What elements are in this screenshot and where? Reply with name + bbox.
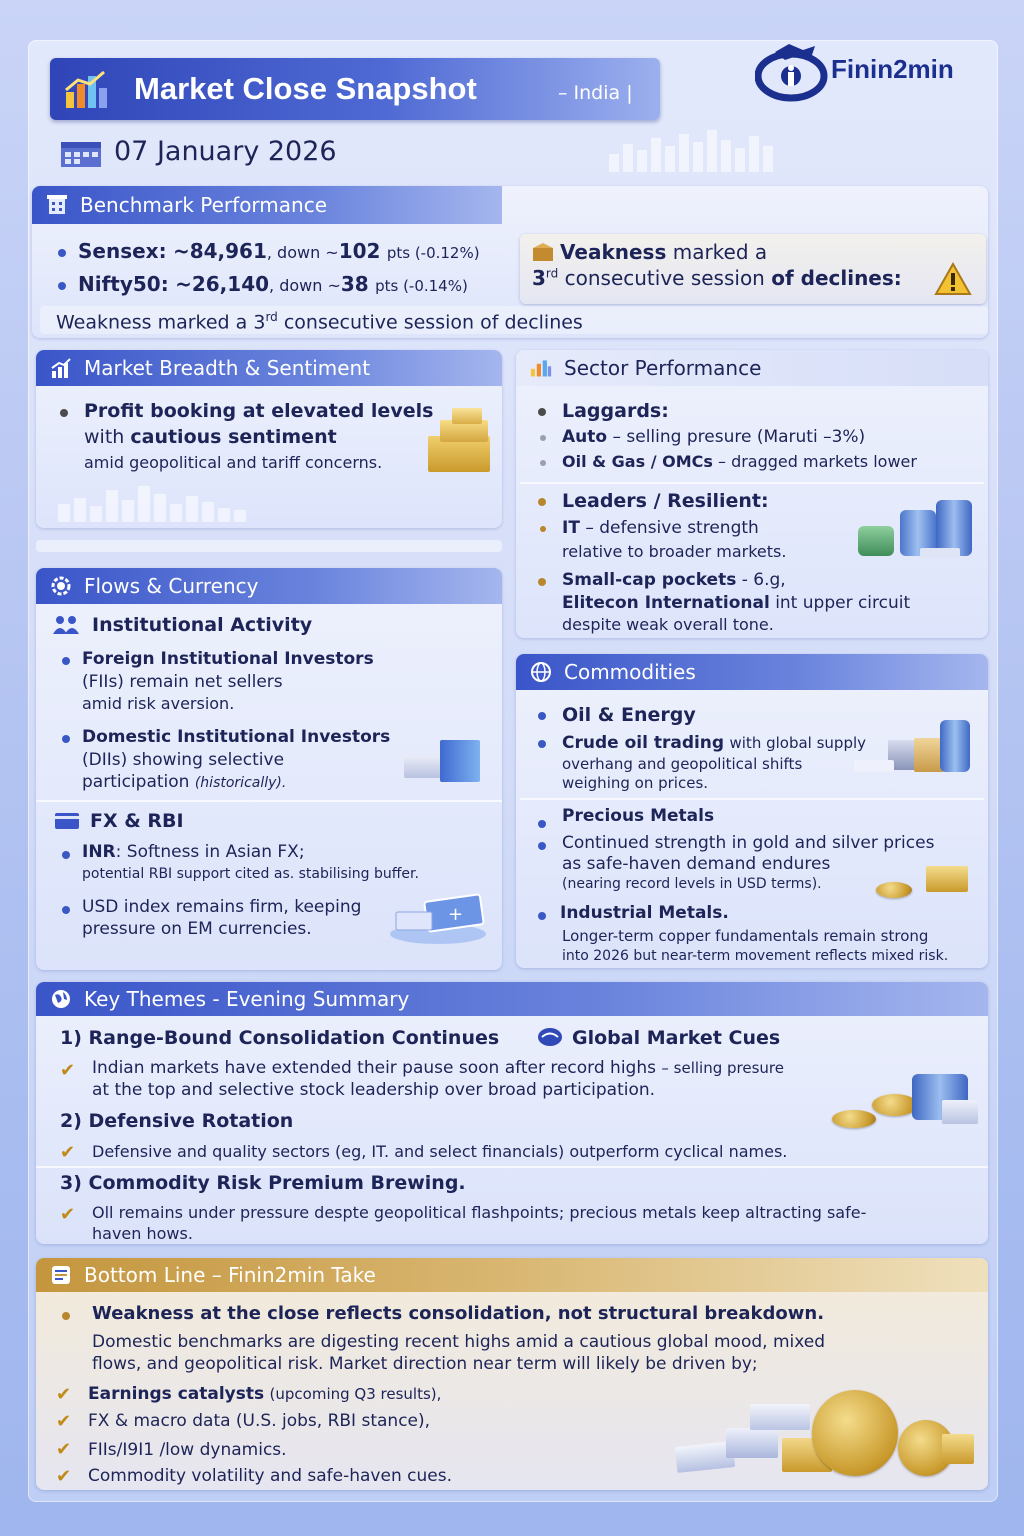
breadth-header bbox=[36, 350, 502, 386]
nifty-percent: pts (-0.14%) bbox=[375, 277, 468, 295]
bank-card-icon bbox=[54, 810, 80, 830]
check-icon: ✔ bbox=[56, 1384, 72, 1405]
usd-text1: USD index remains firm, keeping bbox=[82, 897, 362, 917]
elitecon-line bbox=[562, 593, 910, 613]
check-icon: ✔ bbox=[60, 1060, 76, 1081]
bullet bbox=[538, 408, 546, 416]
trend-up-icon bbox=[50, 357, 72, 379]
themes-title: Key Themes - Evening Summary bbox=[84, 987, 410, 1011]
bullet bbox=[540, 526, 546, 532]
check-icon: ✔ bbox=[56, 1411, 72, 1432]
calendar-icon bbox=[60, 140, 102, 168]
crude-text2: overhang and geopolitical shifts bbox=[562, 755, 803, 773]
breadth-sentiment: cautious sentiment bbox=[130, 426, 337, 448]
bullet bbox=[58, 249, 66, 257]
bottom-line-header bbox=[36, 1258, 988, 1292]
bottom-line-title: Bottom Line – Finin2min Take bbox=[84, 1263, 376, 1287]
crude-line bbox=[562, 733, 866, 753]
small-cap-line3: despite weak overall tone. bbox=[562, 615, 774, 634]
fii-text1: (FIIs) remain net sellers bbox=[82, 672, 283, 692]
title-bar bbox=[50, 58, 660, 120]
theme-1-text2: at the top and selective stock leadership over broad participation. bbox=[92, 1080, 656, 1100]
flows-header bbox=[36, 568, 502, 604]
themes-header bbox=[36, 982, 988, 1016]
nifty-down: , down ~ bbox=[269, 276, 341, 295]
global-cues-label: Global Market Cues bbox=[572, 1027, 781, 1049]
check-icon: ✔ bbox=[60, 1142, 76, 1163]
industrial-title: Industrial Metals. bbox=[560, 903, 729, 923]
catalyst-2: FX & macro data (U.S. jobs, RBI stance), bbox=[88, 1411, 431, 1431]
dii-text2-line bbox=[82, 772, 286, 792]
dii-text1: (DIIs) showing selective bbox=[82, 750, 285, 770]
elitecon-text: int upper circuit bbox=[775, 593, 911, 613]
globe-icon bbox=[50, 988, 72, 1010]
page-title: Market Close Snapshot bbox=[134, 71, 477, 106]
divider bbox=[520, 482, 984, 484]
commodities-header bbox=[516, 654, 988, 690]
bullet bbox=[538, 498, 546, 506]
elitecon-label: Elitecon International bbox=[562, 593, 770, 613]
catalyst-1 bbox=[88, 1384, 441, 1404]
catalyst-4: Commodity volatility and safe-haven cues. bbox=[88, 1466, 452, 1486]
catalyst-1-label: Earnings catalysts bbox=[88, 1384, 265, 1404]
dii-text2: participation bbox=[82, 772, 190, 792]
box-icon bbox=[532, 242, 554, 262]
inr-text: : Softness in Asian FX; bbox=[115, 842, 305, 862]
inr-text2: potential RBI support cited as. stabilising buffer. bbox=[82, 866, 419, 882]
bar-chart-icon bbox=[64, 70, 120, 110]
catalyst-1-text: (upcoming Q3 results), bbox=[269, 1385, 442, 1403]
sensex-value: ~84,961 bbox=[172, 239, 267, 263]
sensex-points: 102 bbox=[338, 239, 381, 263]
inr-label: INR bbox=[82, 842, 116, 862]
theme-3-text2: haven hows. bbox=[92, 1224, 193, 1243]
theme-2-text: Defensive and quality sectors (eg, IT. and select financials) outperform cyclical names. bbox=[92, 1142, 788, 1161]
bullet bbox=[62, 906, 70, 914]
brand-name: Finin2min bbox=[831, 54, 954, 84]
bullet bbox=[62, 735, 70, 743]
callout-number: 3 bbox=[532, 266, 546, 290]
gear-icon bbox=[50, 575, 72, 597]
globe-icon bbox=[530, 661, 552, 683]
it-line2: relative to broader markets. bbox=[562, 542, 787, 561]
building-icon bbox=[46, 194, 68, 216]
leaders-label: Leaders / Resilient: bbox=[562, 490, 769, 512]
dii-historically: (historically). bbox=[194, 775, 287, 791]
flows-title: Flows & Currency bbox=[84, 574, 259, 598]
nifty-value: ~26,140 bbox=[175, 272, 270, 296]
divider-strip bbox=[36, 540, 502, 552]
precious-text3: (nearing record levels in USD terms). bbox=[562, 876, 822, 892]
benchmark-footer-text bbox=[56, 310, 583, 333]
auto-text: – selling presure (Maruti –3%) bbox=[612, 427, 866, 447]
it-text: – defensive strength bbox=[585, 518, 759, 538]
bullet bbox=[540, 460, 546, 466]
nifty-points: 38 bbox=[340, 272, 369, 296]
oil-energy-title: Oil & Energy bbox=[562, 704, 696, 726]
inr-line bbox=[82, 842, 305, 862]
auto-line bbox=[562, 427, 865, 447]
bullet bbox=[538, 842, 546, 850]
themes-card bbox=[36, 982, 988, 1244]
divider bbox=[36, 800, 502, 802]
callout-bold-1: Veakness bbox=[560, 240, 667, 264]
theme-3-title: 3) Commodity Risk Premium Brewing. bbox=[60, 1172, 466, 1194]
divider bbox=[36, 1166, 988, 1168]
catalyst-3: FIIs/I9I1 /low dynamics. bbox=[88, 1440, 287, 1460]
check-icon: ✔ bbox=[60, 1204, 76, 1225]
bullet bbox=[62, 1312, 70, 1320]
callout-text-2: consecutive session bbox=[564, 266, 765, 290]
small-cap-text: - 6.g, bbox=[741, 570, 786, 590]
it-line bbox=[562, 518, 759, 538]
benchmark-header bbox=[32, 186, 502, 224]
bar-chart-small-icon bbox=[530, 357, 552, 379]
oil-gas-label: Oil & Gas / OMCs bbox=[562, 452, 713, 471]
breadth-line2 bbox=[84, 426, 337, 448]
callout-line2 bbox=[532, 266, 902, 290]
sector-title: Sector Performance bbox=[564, 356, 762, 380]
divider bbox=[520, 798, 984, 800]
theme-1-text1 bbox=[92, 1058, 784, 1078]
nifty-line bbox=[78, 272, 468, 296]
sector-card bbox=[516, 350, 988, 638]
svg-text:+: + bbox=[448, 904, 464, 925]
callout-line1 bbox=[560, 240, 767, 264]
sensex-down: , down ~ bbox=[266, 243, 339, 262]
dii-label: Domestic Institutional Investors bbox=[82, 727, 391, 747]
nifty-label: Nifty50: bbox=[78, 272, 169, 296]
brand-logo bbox=[755, 42, 985, 102]
breadth-line3: amid geopolitical and tariff concerns. bbox=[84, 453, 383, 472]
precious-title: Precious Metals bbox=[562, 806, 715, 826]
breadth-with: with bbox=[84, 426, 125, 448]
industrial-text1: Longer-term copper fundamentals remain strong bbox=[562, 927, 929, 945]
crude-text: with global supply bbox=[729, 734, 867, 752]
theme-1-title: 1) Range-Bound Consolidation Continues bbox=[60, 1027, 500, 1049]
laggards-label: Laggards: bbox=[562, 400, 669, 422]
oil-gas-text: – dragged markets lower bbox=[717, 452, 917, 471]
finin2min-logo-icon bbox=[755, 42, 829, 102]
commodities-card bbox=[516, 654, 988, 968]
footer-text: Weakness marked a 3 bbox=[56, 311, 266, 334]
check-icon: ✔ bbox=[56, 1466, 72, 1487]
industrial-text2: into 2026 but near-term movement reflects mixed risk. bbox=[562, 948, 949, 964]
oil-gas-line bbox=[562, 452, 917, 471]
flows-card bbox=[36, 568, 502, 970]
bottom-para2: flows, and geopolitical risk. Market direction near term will likely be driven by; bbox=[92, 1354, 758, 1374]
global-cues-icon bbox=[536, 1026, 564, 1048]
fii-label: Foreign Institutional Investors bbox=[82, 649, 374, 669]
callout-box bbox=[520, 234, 986, 304]
auto-label: Auto bbox=[562, 427, 608, 447]
breadth-card bbox=[36, 350, 502, 528]
footer-superscript: rd bbox=[265, 310, 278, 324]
sector-header bbox=[516, 350, 988, 386]
bullet bbox=[538, 912, 546, 920]
benchmark-title: Benchmark Performance bbox=[80, 193, 328, 217]
bullet bbox=[62, 657, 70, 665]
sensex-percent: pts (-0.12%) bbox=[386, 244, 480, 262]
check-icon: ✔ bbox=[56, 1439, 72, 1460]
crude-label: Crude oil trading bbox=[562, 733, 725, 753]
sensex-line bbox=[78, 239, 480, 263]
theme-1-text1-tail: – selling presure bbox=[661, 1059, 784, 1077]
precious-text2: as safe-haven demand endures bbox=[562, 854, 831, 874]
report-date: 07 January 2026 bbox=[114, 136, 337, 167]
fii-text2: amid risk aversion. bbox=[82, 694, 235, 713]
callout-superscript: rd bbox=[545, 266, 559, 281]
commodities-title: Commodities bbox=[564, 660, 696, 684]
crude-text3: weighing on prices. bbox=[562, 774, 709, 792]
bullet bbox=[58, 282, 66, 290]
bullet bbox=[60, 409, 68, 417]
callout-bold-2: of declines: bbox=[771, 266, 902, 290]
document-icon bbox=[50, 1264, 72, 1286]
usd-text2: pressure on EM currencies. bbox=[82, 919, 312, 939]
fx-title: FX & RBI bbox=[90, 810, 184, 832]
sensex-label: Sensex: bbox=[78, 239, 167, 263]
small-cap-line bbox=[562, 570, 786, 590]
small-cap-label: Small-cap pockets bbox=[562, 570, 737, 590]
footer-tail: consecutive session of declines bbox=[283, 311, 583, 334]
institutional-title: Institutional Activity bbox=[92, 614, 313, 636]
bullet bbox=[538, 578, 546, 586]
theme-2-title: 2) Defensive Rotation bbox=[60, 1110, 294, 1132]
currency-illustration bbox=[388, 890, 492, 946]
warning-icon bbox=[934, 262, 972, 296]
people-icon bbox=[52, 614, 80, 636]
callout-text-1: marked a bbox=[672, 240, 768, 264]
benchmark-footer bbox=[40, 306, 988, 334]
precious-text1: Continued strength in gold and silver prices bbox=[562, 833, 935, 853]
theme-1-text1-main: Indian markets have extended their pause soon after record highs bbox=[92, 1058, 656, 1078]
breadth-title: Market Breadth & Sentiment bbox=[84, 356, 371, 380]
theme-3-text1: Oll remains under pressure despte geopolitical flashpoints; precious metals keep altracting safe- bbox=[92, 1203, 867, 1222]
bottom-para1: Domestic benchmarks are digesting recent highs amid a cautious global mood, mixed bbox=[92, 1332, 826, 1352]
bullet bbox=[540, 435, 546, 441]
bullet bbox=[538, 820, 546, 828]
bullet bbox=[62, 851, 70, 859]
page-subtitle: – India | bbox=[558, 82, 633, 104]
breadth-line1: Profit booking at elevated levels bbox=[84, 400, 434, 422]
bottom-line-card bbox=[36, 1258, 988, 1490]
faded-bar-chart bbox=[56, 480, 286, 522]
bullet bbox=[538, 740, 546, 748]
it-label: IT bbox=[562, 518, 580, 538]
bottom-headline: Weakness at the close reflects consolidation, not structural breakdown. bbox=[92, 1303, 825, 1324]
bullet bbox=[538, 712, 546, 720]
decorative-bars bbox=[605, 128, 795, 172]
benchmark-card bbox=[32, 186, 988, 338]
